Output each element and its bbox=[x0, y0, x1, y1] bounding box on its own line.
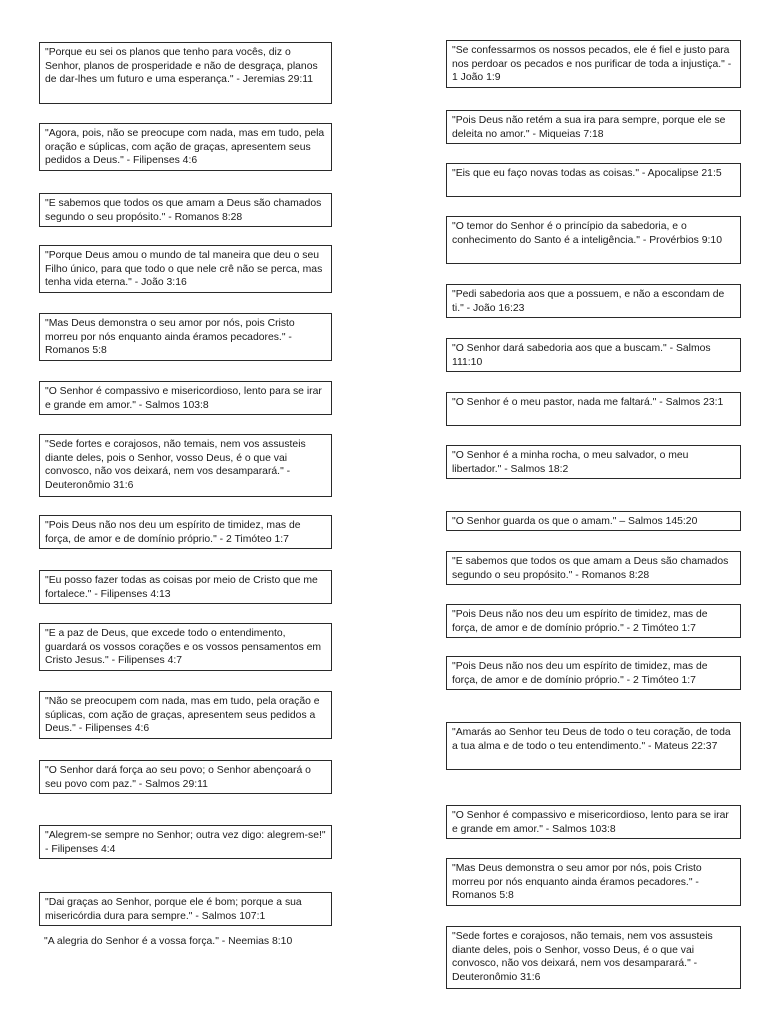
verse-card: "Agora, pois, não se preocupe com nada, mas em tudo, pela oração e súplicas, com ação de graças, apresentem seus pedidos a Deus." - Filipenses 4:6 bbox=[39, 123, 332, 171]
verse-card: "Se confessarmos os nossos pecados, ele é fiel e justo para nos perdoar os pecados e nos purificar de toda a injustiça." - 1 João 1:9 bbox=[446, 40, 741, 88]
verse-card: "O Senhor é o meu pastor, nada me faltará." - Salmos 23:1 bbox=[446, 392, 741, 426]
verse-card: "Porque eu sei os planos que tenho para vocês, diz o Senhor, planos de prosperidade e não de desgraça, planos de dar-lhes um futuro e uma esperança." - Jeremias 29:11 bbox=[39, 42, 332, 104]
verse-card: "Eis que eu faço novas todas as coisas." - Apocalipse 21:5 bbox=[446, 163, 741, 197]
verse-card: "Alegrem-se sempre no Senhor; outra vez digo: alegrem-se!" - Filipenses 4:4 bbox=[39, 825, 332, 859]
verse-loose-text: "A alegria do Senhor é a vossa força." - Neemias 8:10 bbox=[44, 936, 293, 947]
verse-card: "O Senhor é compassivo e misericordioso, lento para se irar e grande em amor." - Salmos 103:8 bbox=[446, 805, 741, 839]
verse-card: "O Senhor dará sabedoria aos que a buscam." - Salmos 111:10 bbox=[446, 338, 741, 372]
verse-card: "Não se preocupem com nada, mas em tudo, pela oração e súplicas, com ação de graças, apresentem seus pedidos a Deus." - Filipenses 4:6 bbox=[39, 691, 332, 739]
verse-card: "O Senhor é compassivo e misericordioso, lento para se irar e grande em amor." - Salmos 103:8 bbox=[39, 381, 332, 415]
verse-card: "E sabemos que todos os que amam a Deus são chamados segundo o seu propósito." - Romanos 8:28 bbox=[39, 193, 332, 227]
verse-card: "Porque Deus amou o mundo de tal maneira que deu o seu Filho único, para que todo o que nele crê não se perca, mas tenha vida eterna." - João 3:16 bbox=[39, 245, 332, 293]
verse-card: "Sede fortes e corajosos, não temais, nem vos assusteis diante deles, pois o Senhor, vosso Deus, é o que vai convosco, não vos deixará, nem vos desamparará." - Deuteronômio 31:6 bbox=[446, 926, 741, 989]
verse-card: "Pois Deus não nos deu um espírito de timidez, mas de força, de amor e de domínio próprio." - 2 Timóteo 1:7 bbox=[446, 656, 741, 690]
verse-card: "O Senhor é a minha rocha, o meu salvador, o meu libertador." - Salmos 18:2 bbox=[446, 445, 741, 479]
verse-card: "O temor do Senhor é o princípio da sabedoria, e o conhecimento do Santo é a inteligência." - Provérbios 9:10 bbox=[446, 216, 741, 264]
verse-card: "Amarás ao Senhor teu Deus de todo o teu coração, de toda a tua alma e de todo o teu entendimento." - Mateus 22:37 bbox=[446, 722, 741, 770]
verse-card: "Pois Deus não nos deu um espírito de timidez, mas de força, de amor e de domínio próprio." - 2 Timóteo 1:7 bbox=[39, 515, 332, 549]
verse-card: "E a paz de Deus, que excede todo o entendimento, guardará os vossos corações e os vossos pensamentos em Cristo Jesus." - Filipenses 4:7 bbox=[39, 623, 332, 671]
verse-card: "O Senhor dará força ao seu povo; o Senhor abençoará o seu povo com paz." - Salmos 29:11 bbox=[39, 760, 332, 794]
verse-card: "Pois Deus não retém a sua ira para sempre, porque ele se deleita no amor." - Miqueias 7:18 bbox=[446, 110, 741, 144]
verse-card: "Mas Deus demonstra o seu amor por nós, pois Cristo morreu por nós enquanto ainda éramos pecadores." - Romanos 5:8 bbox=[39, 313, 332, 361]
verse-card: "Eu posso fazer todas as coisas por meio de Cristo que me fortalece." - Filipenses 4:13 bbox=[39, 570, 332, 604]
verse-card: "Mas Deus demonstra o seu amor por nós, pois Cristo morreu por nós enquanto ainda éramos pecadores." - Romanos 5:8 bbox=[446, 858, 741, 906]
verse-card: "E sabemos que todos os que amam a Deus são chamados segundo o seu propósito." - Romanos 8:28 bbox=[446, 551, 741, 585]
verse-card: "Sede fortes e corajosos, não temais, nem vos assusteis diante deles, pois o Senhor, vosso Deus, é o que vai convosco, não vos deixará, nem vos desamparará." - Deuteronômio 31:6 bbox=[39, 434, 332, 497]
verse-card: "Pedi sabedoria aos que a possuem, e não a escondam de ti." - João 16:23 bbox=[446, 284, 741, 318]
verse-card: "Pois Deus não nos deu um espírito de timidez, mas de força, de amor e de domínio próprio." - 2 Timóteo 1:7 bbox=[446, 604, 741, 638]
verse-card: "Dai graças ao Senhor, porque ele é bom; porque a sua misericórdia dura para sempre." - Salmos 107:1 bbox=[39, 892, 332, 926]
verse-card: "O Senhor guarda os que o amam." – Salmos 145:20 bbox=[446, 511, 741, 531]
